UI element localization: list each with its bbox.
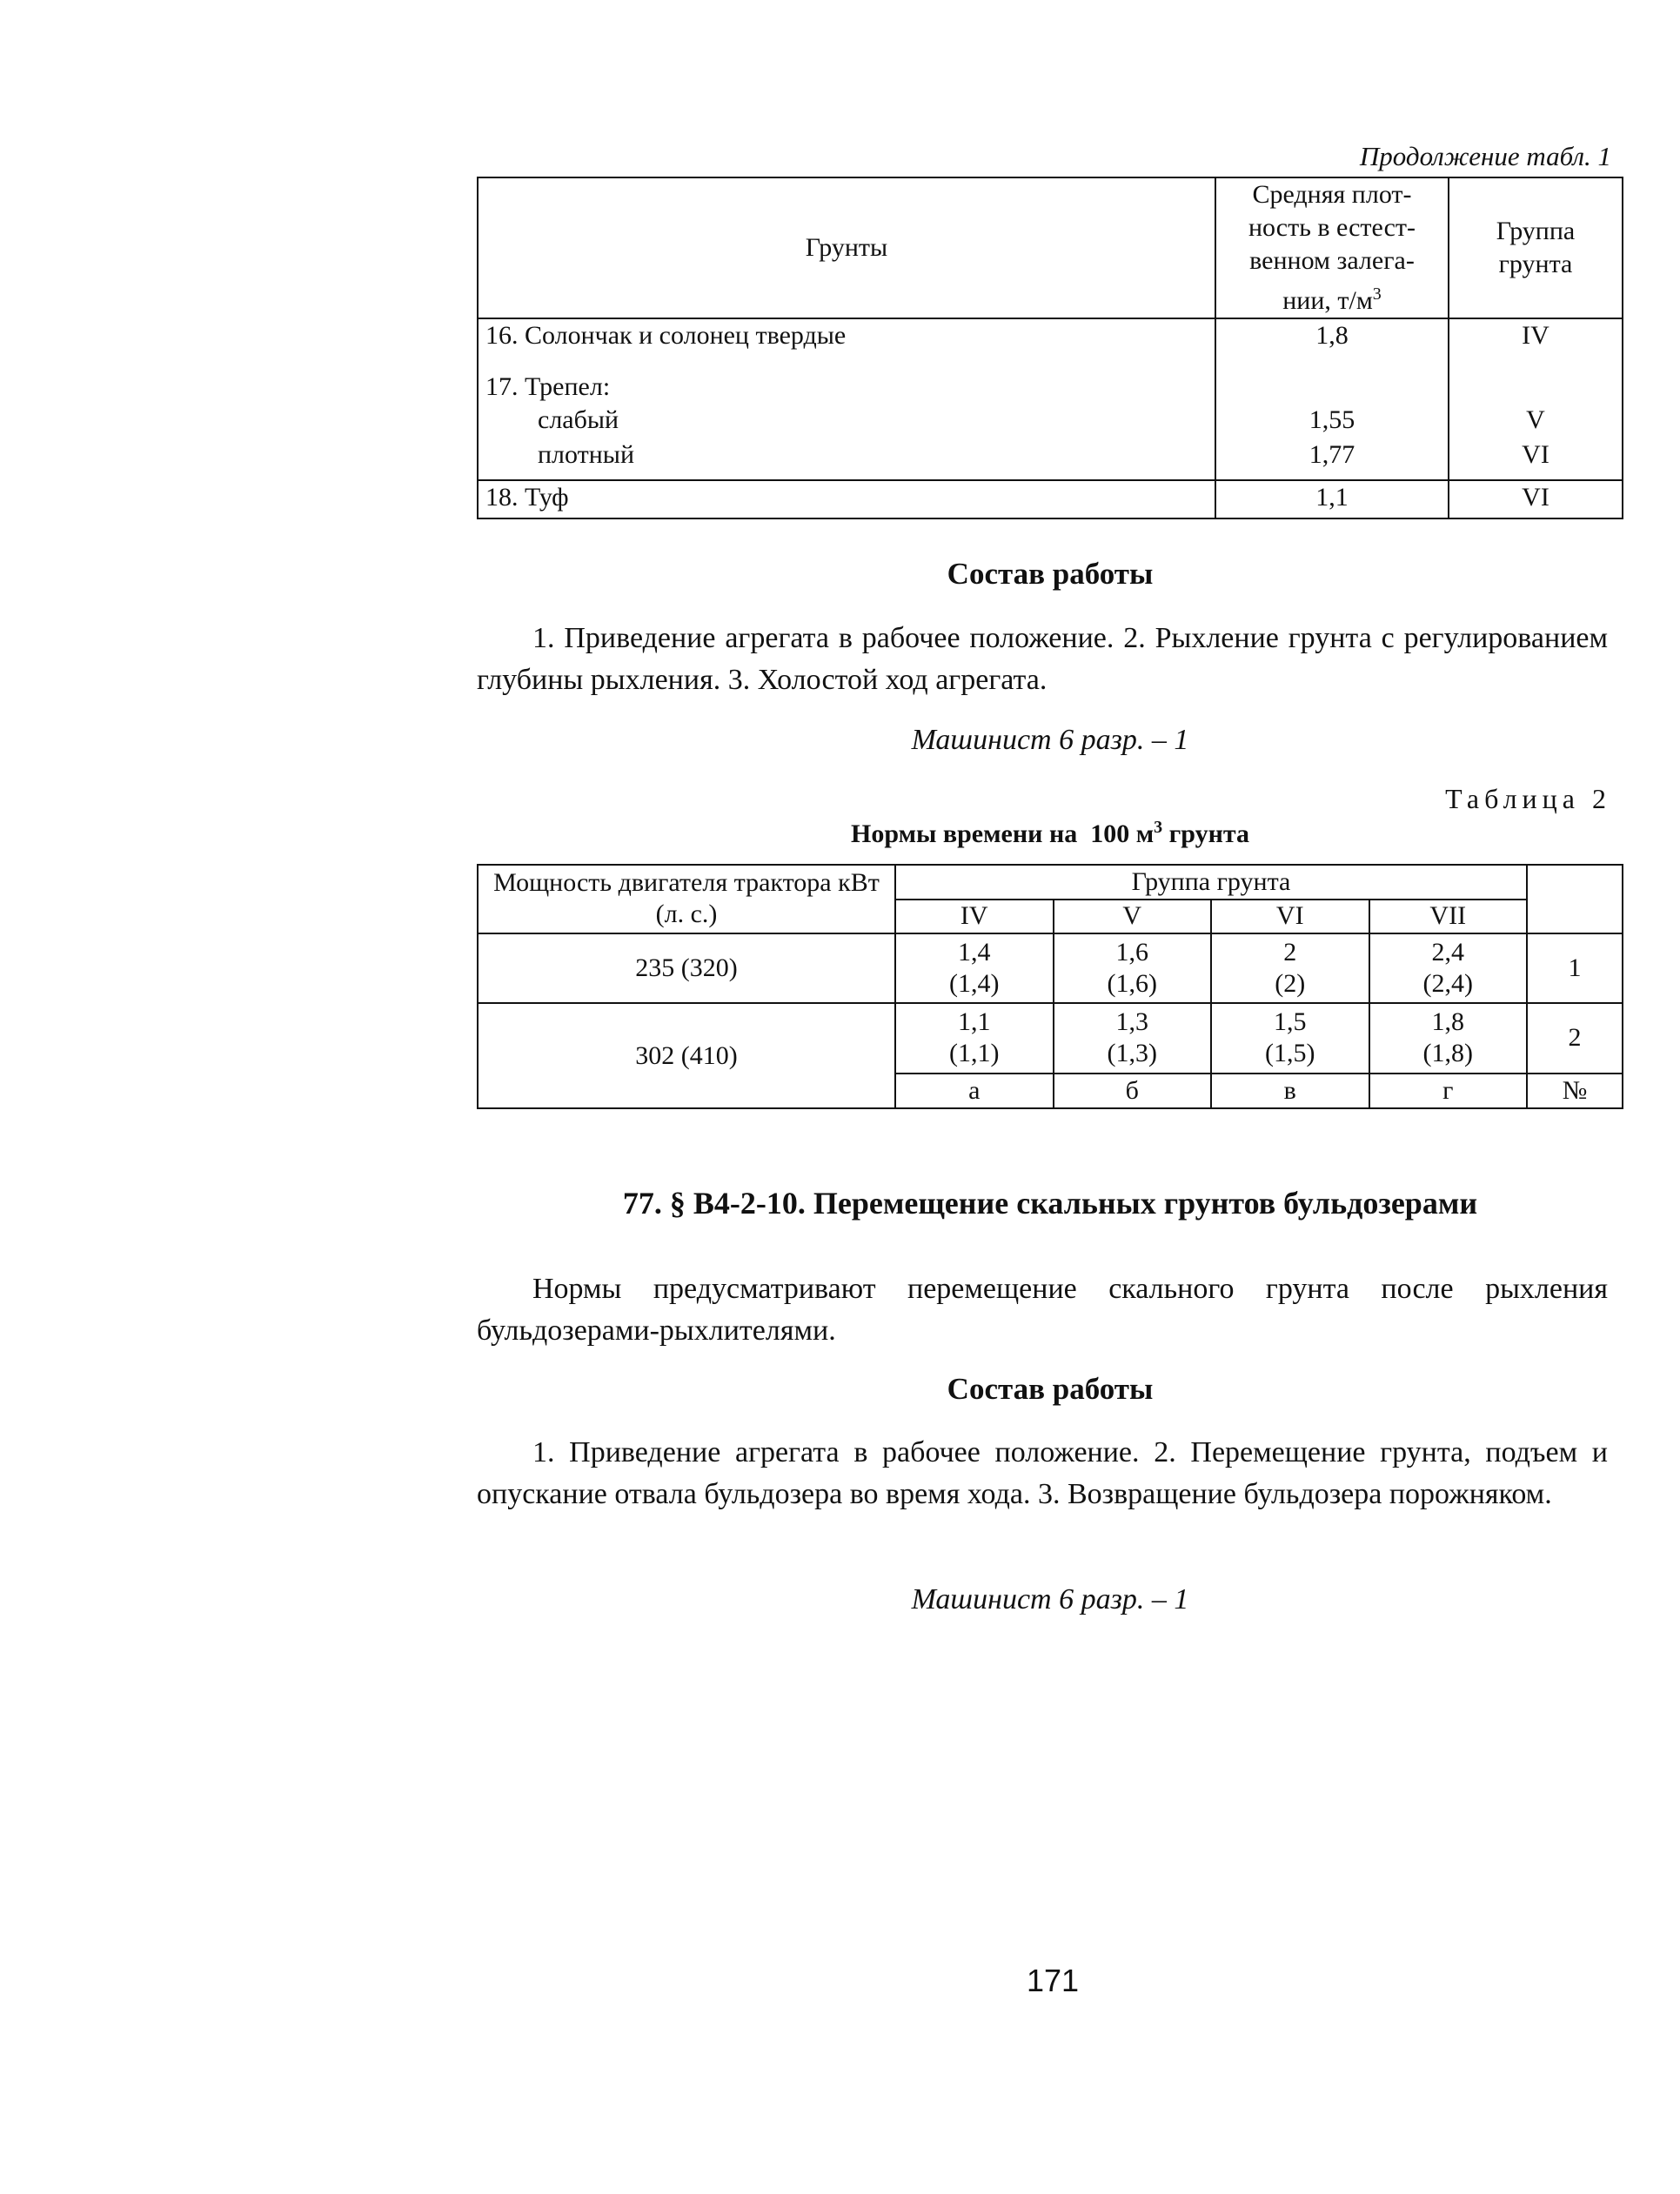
power-cell: 302 (410) xyxy=(478,1003,895,1108)
column-letter: г xyxy=(1369,1074,1528,1108)
density-cell: 1,1 xyxy=(1215,480,1449,518)
page-number: 171 xyxy=(1026,1963,1080,1998)
density-cell: 1,77 xyxy=(1215,438,1449,480)
header-soils: Грунты xyxy=(478,177,1215,318)
soil-name: 16. Солончак и солонец твердые xyxy=(485,321,847,350)
group-cell xyxy=(1449,364,1623,404)
table-row xyxy=(478,438,1215,480)
group-header: IV xyxy=(895,900,1054,933)
soil-name: слабый xyxy=(538,405,619,434)
norm-cell: 2 (2) xyxy=(1211,933,1369,1004)
norm-cell: 2,4 (2,4) xyxy=(1369,933,1528,1004)
column-letter: в xyxy=(1211,1074,1369,1108)
work-composition-text-2: 1. Приведение агрегата в рабочее положение. 2. Перемещение грунта, подъем и опускание отвала бульдозера во время хода. 3. Возвращение бульдозера порожняком. xyxy=(477,1436,1608,1510)
crew-line-2: Машинист 6 разр. – 1 xyxy=(911,1583,1189,1615)
table1-caption: Продолжение табл. 1 xyxy=(1359,141,1611,171)
norm-cell: 1,3 (1,3) xyxy=(1054,1003,1212,1074)
column-letter: а xyxy=(895,1074,1054,1108)
soil-name: 18. Туф xyxy=(485,483,569,512)
norm-cell: 1,1 (1,1) xyxy=(895,1003,1054,1074)
table-row xyxy=(478,404,1215,438)
soil-name: 17. Трепел: xyxy=(485,372,611,401)
column-letter: б xyxy=(1054,1074,1212,1108)
row-number: 2 xyxy=(1527,1003,1623,1074)
header-density: Средняя плот- ность в естест- венном залега- нии, $т/м^3$ xyxy=(1215,177,1449,318)
work-composition-heading: Состав работы xyxy=(947,557,1154,591)
header-group: Группа грунта xyxy=(895,865,1527,900)
power-cell: 235 (320) xyxy=(478,933,895,1004)
group-cell: VI xyxy=(1449,438,1623,480)
group-cell: V xyxy=(1449,404,1623,438)
group-cell: IV xyxy=(1449,318,1623,364)
time-norms-table xyxy=(477,864,1623,1109)
group-cell: VI xyxy=(1449,480,1623,518)
group-header: V xyxy=(1054,900,1212,933)
header-power: Мощность двигателя трактора кВт (л. с.) xyxy=(478,865,895,933)
section-title: 77. § В4-2-10. Перемещение скальных грунтов бульдозерами xyxy=(622,1186,1478,1221)
num-label: № xyxy=(1527,1074,1623,1108)
crew-line: Машинист 6 разр. – 1 xyxy=(911,724,1189,756)
group-header: VII xyxy=(1369,900,1528,933)
table-row xyxy=(478,480,1215,518)
soil-name: плотный xyxy=(538,440,635,469)
header-num-blank xyxy=(1527,865,1623,933)
norm-cell: 1,6 (1,6) xyxy=(1054,933,1212,1004)
norm-cell: 1,8 (1,8) xyxy=(1369,1003,1528,1074)
norm-cell: 1,4 (1,4) xyxy=(895,933,1054,1004)
table-row xyxy=(478,933,1623,1004)
density-cell xyxy=(1215,364,1449,404)
table2-title: Нормы времени на 100 $м^3$ грунта xyxy=(851,818,1249,848)
density-cell: 1,8 xyxy=(1215,318,1449,364)
section-intro: Нормы предусматривают перемещение скального грунта после рыхления бульдозерами-рыхлителями. xyxy=(477,1273,1608,1347)
table-row xyxy=(478,318,1215,364)
group-header: VI xyxy=(1211,900,1369,933)
table-row xyxy=(478,364,1215,404)
work-composition-heading-2: Состав работы xyxy=(947,1372,1154,1406)
soil-density-table xyxy=(477,177,1623,519)
table2-label: Таблица 2 xyxy=(1445,783,1611,814)
header-group: Группа грунта xyxy=(1449,177,1623,318)
work-composition-text: 1. Приведение агрегата в рабочее положение. 2. Рыхление грунта с регулированием глубины рыхления. 3. Холостой ход агрегата. xyxy=(477,622,1608,696)
density-cell: 1,55 xyxy=(1215,404,1449,438)
norm-cell: 1,5 (1,5) xyxy=(1211,1003,1369,1074)
table-row xyxy=(478,1003,1623,1074)
row-number: 1 xyxy=(1527,933,1623,1004)
